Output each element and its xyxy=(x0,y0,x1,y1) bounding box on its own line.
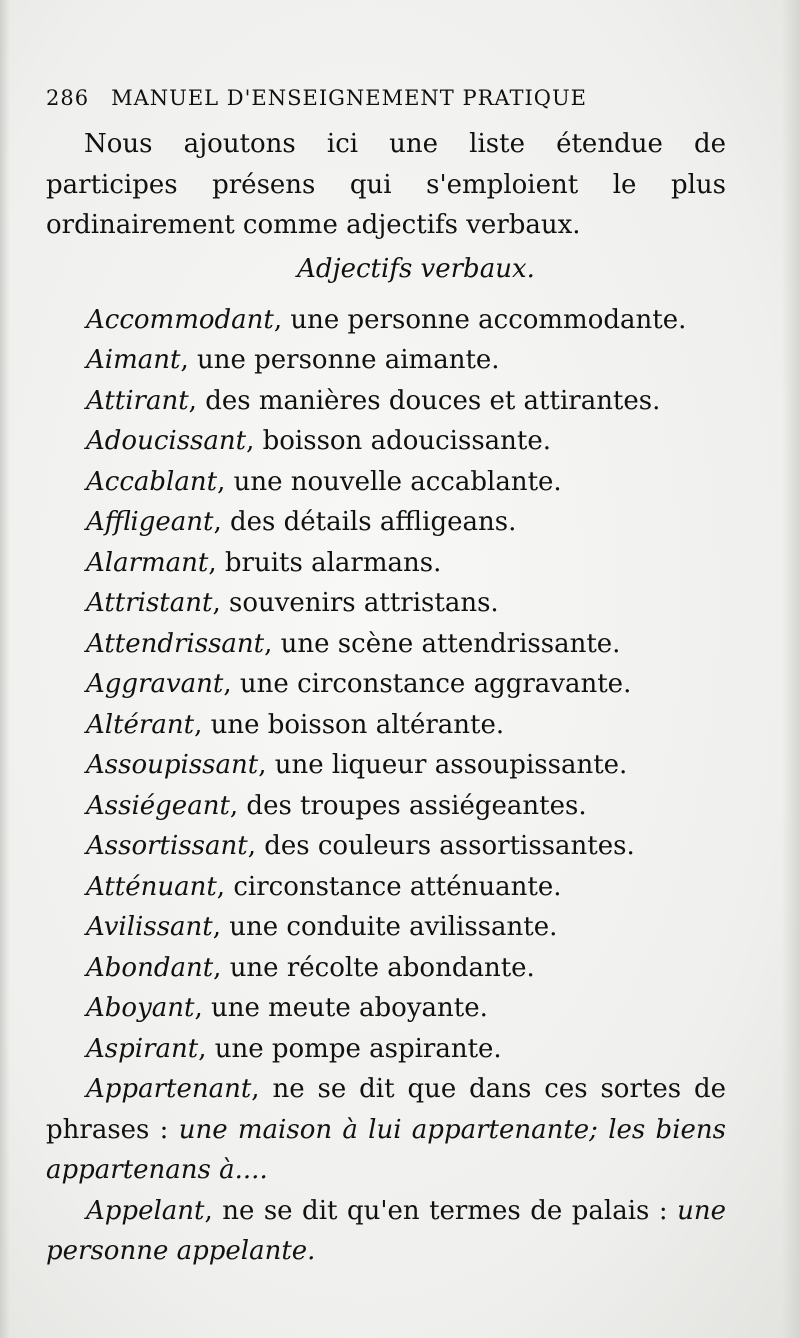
entry-example: des manières douces et attirantes. xyxy=(205,385,661,416)
entry-example: bruits alarmans. xyxy=(224,547,442,578)
list-item: Avilissant, une conduite avilissante. xyxy=(86,912,558,942)
entry-term: Assoupissant xyxy=(86,750,259,780)
entry-example: une maison à lui appartenante; xyxy=(178,1114,598,1145)
list-item: Assiégeant, des troupes assiégeantes. xyxy=(86,790,587,821)
entry-term: Aboyant xyxy=(86,993,195,1023)
adjective-list xyxy=(46,300,726,1070)
list-item: Accablant, une nouvelle accablante. xyxy=(86,466,562,497)
entry-example: une pompe aspirante. xyxy=(214,1033,502,1064)
entry-example: une conduite avilissante. xyxy=(229,912,558,942)
entry-term: Altérant xyxy=(86,709,195,740)
entry-appartenant: Appartenant, ne se dit que dans ces sortes de phrases : une maison à lui appartenante; les biens appartenans à.... xyxy=(46,1074,726,1185)
entry-example: une scène attendrissante. xyxy=(280,628,621,659)
entry-example: une personne accommodante. xyxy=(290,304,687,335)
entry-example: une meute aboyante. xyxy=(211,993,488,1023)
section-subtitle: Adjectifs verbaux. xyxy=(297,253,535,284)
entry-example: une personne aimante. xyxy=(196,345,500,375)
list-item: Aspirant, une pompe aspirante. xyxy=(86,1033,502,1064)
entry-example: une nouvelle accablante. xyxy=(233,466,562,497)
entry-term: Attendrissant xyxy=(86,628,265,659)
entry-example: des couleurs assortissantes. xyxy=(264,831,635,861)
entry-term: Avilissant xyxy=(86,912,213,942)
entry-example: boisson adoucissante. xyxy=(262,426,552,456)
entry-example: des détails affligeans. xyxy=(229,507,517,537)
entry-example: une récolte abondante. xyxy=(229,952,535,983)
entry-example: une boisson altérante. xyxy=(210,709,505,740)
entry-term: Atténuant xyxy=(86,871,217,902)
list-item: Attirant, des manières douces et attirantes. xyxy=(86,385,661,416)
list-item: Aggravant, une circonstance aggravante. xyxy=(86,669,632,699)
entry-example: circonstance atténuante. xyxy=(233,871,562,902)
entry-example: une liqueur assoupissante. xyxy=(274,750,628,780)
entry-example: des troupes assiégeantes. xyxy=(246,790,587,821)
entry-term: Alarmant xyxy=(86,547,209,578)
entry-example: une personne appelante. xyxy=(46,1195,726,1266)
list-item: Attristant, souvenirs attristans. xyxy=(86,588,499,618)
entry-text: ne se dit qu'en termes de palais : xyxy=(222,1195,668,1226)
page-edge-shadow-left xyxy=(0,0,10,1338)
entry-term: Affligeant xyxy=(86,507,214,537)
list-item: Altérant, une boisson altérante. xyxy=(86,709,505,740)
page-number: 286 xyxy=(46,86,90,110)
entry-example: une circonstance aggravante. xyxy=(239,669,632,699)
list-item: Assoupissant, une liqueur assoupissante. xyxy=(86,750,628,780)
list-item: Accommodant, une personne accommodante. xyxy=(86,304,687,335)
entry-term: Abondant xyxy=(86,952,214,983)
entry-term: Assiégeant xyxy=(86,790,230,821)
entry-term: Appelant xyxy=(86,1195,205,1226)
entry-term: Attristant xyxy=(86,588,213,618)
running-header xyxy=(46,86,646,110)
entry-text: ne se dit que dans ces sortes de phrases : xyxy=(46,1074,726,1145)
entry-term: Accablant xyxy=(86,466,218,497)
entry-example: les biens appartenans à.... xyxy=(46,1114,726,1185)
list-item: Alarmant, bruits alarmans. xyxy=(86,547,442,578)
running-title: MANUEL D'ENSEIGNEMENT PRATIQUE xyxy=(111,86,587,110)
entry-term: Assortissant xyxy=(86,831,248,861)
list-item: Aimant, une personne aimante. xyxy=(86,345,500,375)
list-item: Affligeant, des détails affligeans. xyxy=(86,507,517,537)
entry-term: Aspirant xyxy=(86,1033,199,1064)
entry-example: souvenirs attristans. xyxy=(228,588,499,618)
intro-paragraph: Nous ajoutons ici une liste étendue de participes présens qui s'emploient le plus ordinairement comme adjectifs verbaux. xyxy=(46,129,726,240)
entry-term: Attirant xyxy=(86,385,189,416)
list-item: Attendrissant, une scène attendrissante. xyxy=(86,628,621,659)
entry-term: Accommodant xyxy=(86,304,274,335)
entry-term: Adoucissant xyxy=(86,426,247,456)
list-item: Atténuant, circonstance atténuante. xyxy=(86,871,562,902)
list-item: Assortissant, des couleurs assortissantes. xyxy=(86,831,635,861)
entry-term: Aggravant xyxy=(86,669,224,699)
entry-term: Aimant xyxy=(86,345,181,375)
list-item: Abondant, une récolte abondante. xyxy=(86,952,535,983)
entry-appelant: Appelant, ne se dit qu'en termes de palais : une personne appelante. xyxy=(46,1195,726,1266)
list-item: Adoucissant, boisson adoucissante. xyxy=(86,426,552,456)
entry-term: Appartenant xyxy=(86,1074,252,1104)
list-item: Aboyant, une meute aboyante. xyxy=(86,993,488,1023)
page-body xyxy=(46,124,726,1272)
page-edge-shadow-right xyxy=(782,0,800,1338)
